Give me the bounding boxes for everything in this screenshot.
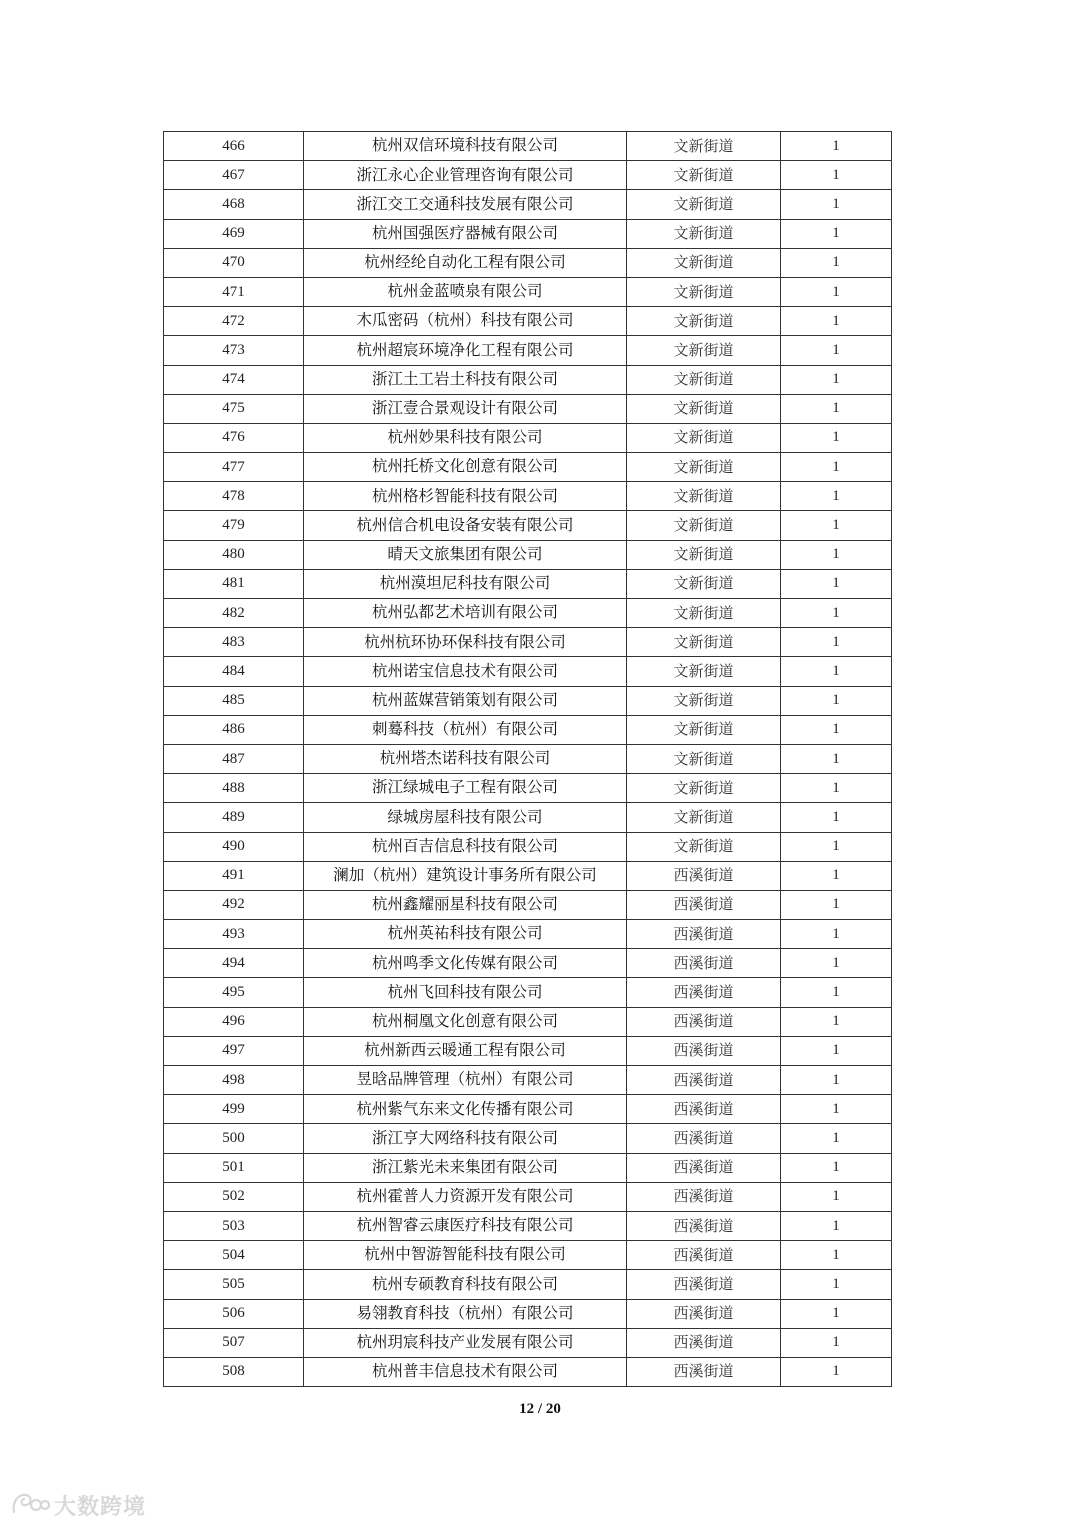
table-row (164, 774, 892, 803)
company-name: 浙江土工岩土科技有限公司 (304, 365, 627, 394)
company-name: 绿城房屋科技有限公司 (304, 803, 627, 832)
street-name: 文新街道 (627, 540, 781, 569)
row-number: 503 (164, 1211, 304, 1240)
row-number: 481 (164, 569, 304, 598)
table-body (164, 132, 892, 1387)
company-name: 杭州经纶自动化工程有限公司 (304, 248, 627, 277)
company-name: 杭州信合机电设备安装有限公司 (304, 511, 627, 540)
row-count: 1 (781, 832, 892, 861)
street-name: 文新街道 (627, 161, 781, 190)
row-number: 498 (164, 1066, 304, 1095)
street-name: 文新街道 (627, 423, 781, 452)
company-name: 杭州普丰信息技术有限公司 (304, 1357, 627, 1386)
row-number: 490 (164, 832, 304, 861)
street-name: 文新街道 (627, 803, 781, 832)
row-number: 469 (164, 219, 304, 248)
row-count: 1 (781, 890, 892, 919)
table-row (164, 832, 892, 861)
row-number: 495 (164, 978, 304, 1007)
row-count: 1 (781, 686, 892, 715)
row-number: 504 (164, 1241, 304, 1270)
company-name: 杭州英祐科技有限公司 (304, 920, 627, 949)
table-row (164, 190, 892, 219)
row-count: 1 (781, 744, 892, 773)
street-name: 文新街道 (627, 774, 781, 803)
row-count: 1 (781, 1270, 892, 1299)
table-row (164, 861, 892, 890)
row-number: 471 (164, 277, 304, 306)
row-count: 1 (781, 949, 892, 978)
street-name: 西溪街道 (627, 1036, 781, 1065)
street-name: 文新街道 (627, 482, 781, 511)
row-number: 507 (164, 1328, 304, 1357)
street-name: 西溪街道 (627, 1095, 781, 1124)
table-row (164, 219, 892, 248)
street-name: 文新街道 (627, 277, 781, 306)
row-number: 496 (164, 1007, 304, 1036)
row-number: 467 (164, 161, 304, 190)
row-number: 478 (164, 482, 304, 511)
table-row (164, 336, 892, 365)
row-number: 470 (164, 248, 304, 277)
row-count: 1 (781, 219, 892, 248)
company-name: 刺蓦科技（杭州）有限公司 (304, 715, 627, 744)
row-number: 493 (164, 920, 304, 949)
row-count: 1 (781, 453, 892, 482)
table-row (164, 949, 892, 978)
row-count: 1 (781, 540, 892, 569)
row-count: 1 (781, 365, 892, 394)
street-name: 西溪街道 (627, 1270, 781, 1299)
row-count: 1 (781, 1211, 892, 1240)
company-name: 浙江永心企业管理咨询有限公司 (304, 161, 627, 190)
company-name: 浙江紫光未来集团有限公司 (304, 1153, 627, 1182)
table-row (164, 920, 892, 949)
table-row (164, 744, 892, 773)
table-row (164, 628, 892, 657)
company-name: 杭州杭环协环保科技有限公司 (304, 628, 627, 657)
row-count: 1 (781, 599, 892, 628)
street-name: 西溪街道 (627, 1153, 781, 1182)
street-name: 西溪街道 (627, 1066, 781, 1095)
row-count: 1 (781, 774, 892, 803)
company-name: 澜加（杭州）建筑设计事务所有限公司 (304, 861, 627, 890)
company-name: 杭州蓝媒营销策划有限公司 (304, 686, 627, 715)
street-name: 西溪街道 (627, 861, 781, 890)
table-row (164, 307, 892, 336)
table-row (164, 1182, 892, 1211)
row-count: 1 (781, 1357, 892, 1386)
row-count: 1 (781, 277, 892, 306)
table-row (164, 978, 892, 1007)
table-row (164, 1328, 892, 1357)
row-count: 1 (781, 190, 892, 219)
company-name: 杭州金蓝喷泉有限公司 (304, 277, 627, 306)
row-number: 494 (164, 949, 304, 978)
row-number: 486 (164, 715, 304, 744)
row-number: 477 (164, 453, 304, 482)
company-list-table (163, 131, 892, 1387)
street-name: 文新街道 (627, 219, 781, 248)
row-number: 468 (164, 190, 304, 219)
company-name: 杭州超宸环境净化工程有限公司 (304, 336, 627, 365)
company-name: 杭州漠坦尼科技有限公司 (304, 569, 627, 598)
street-name: 文新街道 (627, 307, 781, 336)
row-number: 474 (164, 365, 304, 394)
street-name: 西溪街道 (627, 1357, 781, 1386)
street-name: 文新街道 (627, 715, 781, 744)
row-number: 476 (164, 423, 304, 452)
row-count: 1 (781, 569, 892, 598)
table-row (164, 715, 892, 744)
row-count: 1 (781, 248, 892, 277)
company-name: 杭州紫气东来文化传播有限公司 (304, 1095, 627, 1124)
company-name: 杭州霍普人力资源开发有限公司 (304, 1182, 627, 1211)
table-row (164, 1270, 892, 1299)
row-number: 502 (164, 1182, 304, 1211)
table-row (164, 540, 892, 569)
row-count: 1 (781, 1153, 892, 1182)
company-name: 杭州中智游智能科技有限公司 (304, 1241, 627, 1270)
street-name: 文新街道 (627, 394, 781, 423)
company-name: 晴天文旅集团有限公司 (304, 540, 627, 569)
row-number: 484 (164, 657, 304, 686)
table-row (164, 569, 892, 598)
row-number: 489 (164, 803, 304, 832)
row-number: 466 (164, 132, 304, 161)
row-count: 1 (781, 1124, 892, 1153)
row-count: 1 (781, 803, 892, 832)
row-count: 1 (781, 1036, 892, 1065)
company-name: 杭州格杉智能科技有限公司 (304, 482, 627, 511)
street-name: 文新街道 (627, 336, 781, 365)
street-name: 西溪街道 (627, 1007, 781, 1036)
row-count: 1 (781, 1241, 892, 1270)
row-number: 501 (164, 1153, 304, 1182)
table-row (164, 365, 892, 394)
street-name: 文新街道 (627, 832, 781, 861)
row-number: 500 (164, 1124, 304, 1153)
company-name: 杭州双信环境科技有限公司 (304, 132, 627, 161)
row-number: 488 (164, 774, 304, 803)
table-row (164, 511, 892, 540)
row-count: 1 (781, 394, 892, 423)
company-name: 浙江绿城电子工程有限公司 (304, 774, 627, 803)
row-count: 1 (781, 1328, 892, 1357)
row-count: 1 (781, 628, 892, 657)
street-name: 西溪街道 (627, 1328, 781, 1357)
row-number: 499 (164, 1095, 304, 1124)
row-number: 483 (164, 628, 304, 657)
street-name: 文新街道 (627, 599, 781, 628)
company-name: 浙江交工交通科技发展有限公司 (304, 190, 627, 219)
table-row (164, 423, 892, 452)
company-name: 杭州智睿云康医疗科技有限公司 (304, 1211, 627, 1240)
table-row (164, 1357, 892, 1386)
street-name: 文新街道 (627, 569, 781, 598)
company-name: 杭州诺宝信息技术有限公司 (304, 657, 627, 686)
street-name: 西溪街道 (627, 1241, 781, 1270)
table-row (164, 453, 892, 482)
street-name: 西溪街道 (627, 949, 781, 978)
table-row (164, 686, 892, 715)
company-name: 杭州桐凰文化创意有限公司 (304, 1007, 627, 1036)
company-name: 木瓜密码（杭州）科技有限公司 (304, 307, 627, 336)
row-number: 480 (164, 540, 304, 569)
street-name: 文新街道 (627, 686, 781, 715)
row-count: 1 (781, 715, 892, 744)
street-name: 西溪街道 (627, 1299, 781, 1328)
street-name: 文新街道 (627, 132, 781, 161)
row-count: 1 (781, 1007, 892, 1036)
company-name: 杭州塔杰诺科技有限公司 (304, 744, 627, 773)
table-row (164, 1007, 892, 1036)
street-name: 西溪街道 (627, 1182, 781, 1211)
company-name: 杭州飞回科技有限公司 (304, 978, 627, 1007)
row-count: 1 (781, 861, 892, 890)
row-number: 487 (164, 744, 304, 773)
row-number: 492 (164, 890, 304, 919)
row-count: 1 (781, 920, 892, 949)
company-name: 杭州鑫耀丽星科技有限公司 (304, 890, 627, 919)
table-row (164, 1036, 892, 1065)
watermark-text: 大数跨境 (54, 1494, 147, 1520)
company-name: 杭州玥宸科技产业发展有限公司 (304, 1328, 627, 1357)
company-name: 昱晗品牌管理（杭州）有限公司 (304, 1066, 627, 1095)
table-row (164, 482, 892, 511)
row-number: 491 (164, 861, 304, 890)
table-row (164, 248, 892, 277)
company-name: 易翎教育科技（杭州）有限公司 (304, 1299, 627, 1328)
street-name: 文新街道 (627, 190, 781, 219)
table-row (164, 1241, 892, 1270)
table-row (164, 277, 892, 306)
row-count: 1 (781, 132, 892, 161)
street-name: 文新街道 (627, 744, 781, 773)
company-name: 杭州托桥文化创意有限公司 (304, 453, 627, 482)
row-count: 1 (781, 1299, 892, 1328)
table-row (164, 1153, 892, 1182)
street-name: 文新街道 (627, 657, 781, 686)
street-name: 文新街道 (627, 453, 781, 482)
table-row (164, 599, 892, 628)
table-row (164, 394, 892, 423)
row-number: 497 (164, 1036, 304, 1065)
row-count: 1 (781, 657, 892, 686)
watermark (10, 1490, 146, 1520)
row-number: 505 (164, 1270, 304, 1299)
logo-swirl-icon (10, 1490, 50, 1520)
page-number: 12 / 20 (519, 1401, 561, 1417)
street-name: 西溪街道 (627, 1124, 781, 1153)
company-name: 杭州妙果科技有限公司 (304, 423, 627, 452)
row-number: 485 (164, 686, 304, 715)
row-count: 1 (781, 978, 892, 1007)
row-number: 473 (164, 336, 304, 365)
street-name: 西溪街道 (627, 920, 781, 949)
table-row (164, 161, 892, 190)
row-count: 1 (781, 1095, 892, 1124)
table-row (164, 132, 892, 161)
row-number: 482 (164, 599, 304, 628)
row-number: 508 (164, 1357, 304, 1386)
company-name: 浙江壹合景观设计有限公司 (304, 394, 627, 423)
table-row (164, 1066, 892, 1095)
street-name: 文新街道 (627, 628, 781, 657)
street-name: 西溪街道 (627, 978, 781, 1007)
street-name: 文新街道 (627, 365, 781, 394)
company-name: 杭州鸣季文化传媒有限公司 (304, 949, 627, 978)
company-name: 杭州国强医疗器械有限公司 (304, 219, 627, 248)
table-row (164, 890, 892, 919)
row-count: 1 (781, 307, 892, 336)
row-count: 1 (781, 1066, 892, 1095)
table-row (164, 1211, 892, 1240)
street-name: 文新街道 (627, 511, 781, 540)
company-name: 杭州专硕教育科技有限公司 (304, 1270, 627, 1299)
company-name: 浙江亨大网络科技有限公司 (304, 1124, 627, 1153)
row-number: 506 (164, 1299, 304, 1328)
table-row (164, 1299, 892, 1328)
company-name: 杭州百吉信息科技有限公司 (304, 832, 627, 861)
row-count: 1 (781, 423, 892, 452)
company-name: 杭州新西云暖通工程有限公司 (304, 1036, 627, 1065)
table-row (164, 1095, 892, 1124)
row-count: 1 (781, 336, 892, 365)
table-row (164, 1124, 892, 1153)
company-name: 杭州弘都艺术培训有限公司 (304, 599, 627, 628)
table-row (164, 657, 892, 686)
row-count: 1 (781, 511, 892, 540)
row-number: 472 (164, 307, 304, 336)
row-number: 475 (164, 394, 304, 423)
street-name: 西溪街道 (627, 1211, 781, 1240)
row-count: 1 (781, 1182, 892, 1211)
row-number: 479 (164, 511, 304, 540)
row-count: 1 (781, 482, 892, 511)
row-count: 1 (781, 161, 892, 190)
table-row (164, 803, 892, 832)
street-name: 文新街道 (627, 248, 781, 277)
street-name: 西溪街道 (627, 890, 781, 919)
